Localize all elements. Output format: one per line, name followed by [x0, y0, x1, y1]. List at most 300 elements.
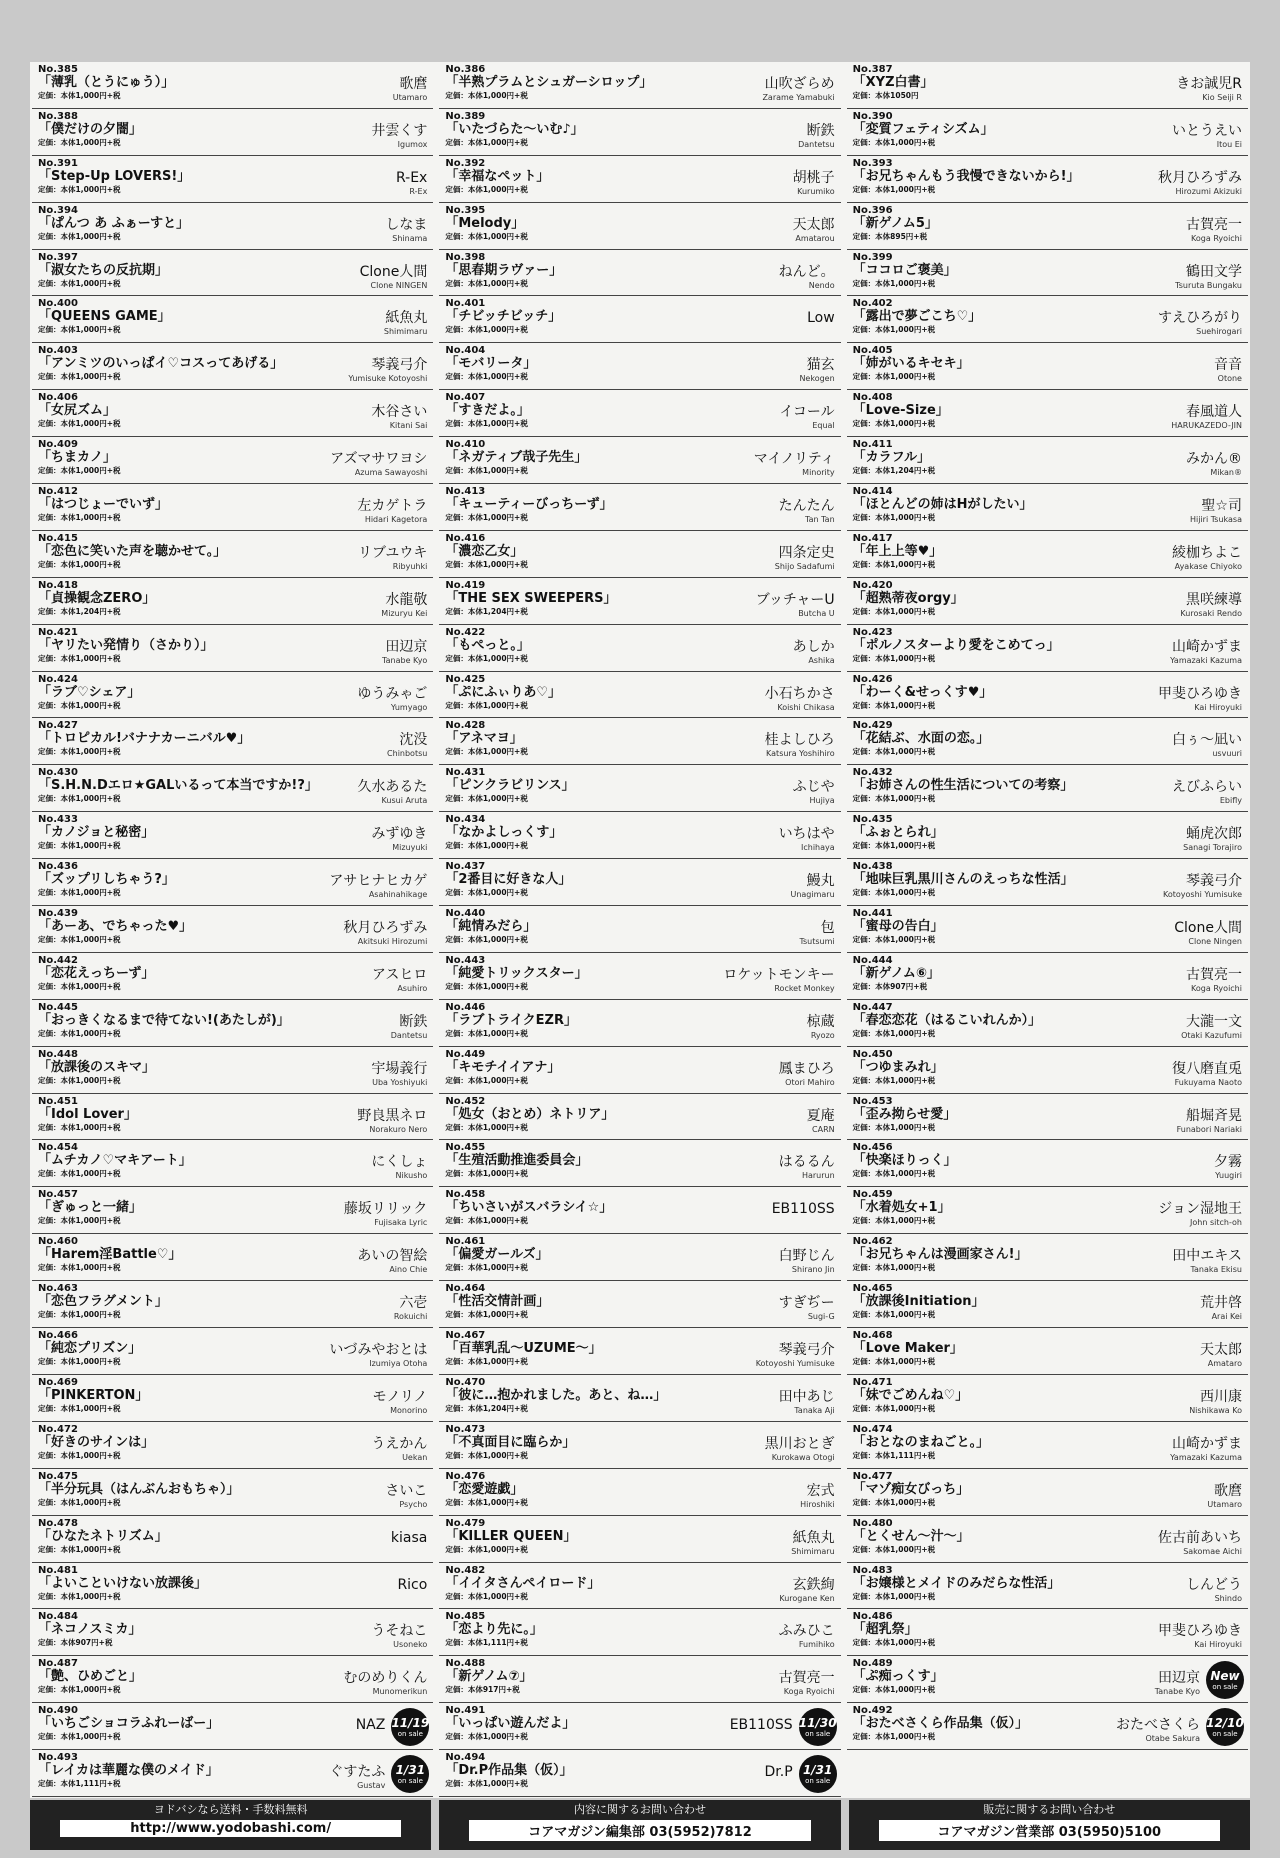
- book-price: 定価：本体1,000円+税: [445, 981, 528, 991]
- book-number: No.429: [852, 720, 893, 732]
- book-number: No.449: [445, 1048, 486, 1060]
- author-name: ロケットモンキー: [723, 966, 835, 983]
- release-date: 11/30: [798, 1715, 837, 1730]
- on-sale-label: on sale: [805, 1729, 831, 1738]
- author-romaji: Tanabe Kyo: [1154, 1687, 1200, 1697]
- book-number: No.485: [445, 1611, 486, 1623]
- book-entry: [32, 953, 433, 1000]
- book-number: No.482: [445, 1564, 486, 1576]
- author-name: 鶴田文学: [1185, 263, 1242, 280]
- book-title: 「レイカは華麗な僕のメイド」: [38, 1763, 219, 1779]
- author-romaji: Yuugiri: [1215, 1171, 1242, 1181]
- book-title: 「チビッチビッチ」: [445, 309, 562, 325]
- book-title: 「Step-Up LOVERS!」: [38, 168, 191, 184]
- book-price: 定価：本体1,000円+税: [38, 935, 121, 945]
- author-romaji: Mizuyuki: [392, 843, 428, 853]
- book-entry: [439, 1563, 840, 1610]
- author-romaji: Itou Ei: [1216, 139, 1242, 149]
- book-number: No.478: [38, 1517, 78, 1529]
- book-title: 「濃恋乙女」: [445, 543, 524, 559]
- book-title: 「ネガティブ哉子先生」: [445, 450, 588, 466]
- author-name: しんどう: [1185, 1576, 1242, 1593]
- book-title: 「KILLER QUEEN」: [445, 1528, 577, 1544]
- release-date: 1/31: [802, 1762, 833, 1777]
- book-price: 定価：本体1,000円+税: [38, 278, 121, 288]
- author-romaji: Utamaro: [1207, 1499, 1242, 1509]
- author-romaji: Shinama: [392, 233, 428, 243]
- book-title: 「なかよしっくす」: [445, 825, 563, 841]
- book-entry: [32, 906, 433, 953]
- book-entry: [32, 1281, 433, 1328]
- author-romaji: Hiroshiki: [800, 1499, 835, 1509]
- author-romaji: Norakuro Nero: [369, 1124, 428, 1134]
- book-price: 定価：本体1,000円+税: [852, 794, 936, 804]
- book-title: 「ズップリしちゃう?」: [38, 872, 175, 888]
- author-romaji: Ebifly: [1219, 796, 1242, 806]
- book-entry: [439, 1234, 840, 1281]
- author-name: 水龍敬: [385, 591, 428, 608]
- book-title: 「もぺっと。」: [445, 637, 530, 653]
- author-name: ふじや: [792, 779, 835, 796]
- author-romaji: Tan Tan: [805, 515, 835, 525]
- author-romaji: Chinbotsu: [387, 749, 428, 759]
- book-entry: [847, 343, 1248, 390]
- author-romaji: Kurumiko: [797, 186, 835, 196]
- author-romaji: Otaki Kazufumi: [1181, 1030, 1242, 1040]
- book-entry: [32, 1516, 433, 1563]
- on-sale-label: on sale: [397, 1729, 423, 1738]
- book-title: 「百華乳乱～UZUME～」: [445, 1341, 602, 1357]
- author-romaji: Koga Ryoichi: [1191, 233, 1242, 243]
- book-number: No.393: [852, 157, 893, 169]
- author-romaji: Shijo Sadafumi: [774, 561, 835, 571]
- book-entry: [32, 1422, 433, 1469]
- book-number: No.430: [38, 767, 78, 779]
- book-price: 定価：本体1,000円+税: [445, 1075, 528, 1085]
- book-price: 定価：本体1,000円+税: [852, 1169, 936, 1179]
- book-price: 定価：本体1,000円+税: [445, 137, 528, 147]
- book-entry: [847, 1516, 1248, 1563]
- book-price: 定価：本体1,000円+税: [852, 1122, 936, 1132]
- book-entry: [847, 390, 1248, 437]
- book-price: 定価：本体1,111円+税: [445, 1638, 528, 1648]
- author-name: ねんど。: [778, 263, 835, 280]
- book-number: No.445: [38, 1001, 78, 1013]
- author-name: たんたん: [778, 498, 835, 515]
- book-number: No.419: [445, 579, 486, 591]
- author-name: すぎぢー: [778, 1295, 835, 1312]
- book-price: 定価：本体1,000円+税: [445, 700, 528, 710]
- author-romaji: Yamazaki Kazuma: [1170, 1452, 1242, 1462]
- book-price: 定価：本体1,000円+税: [38, 1216, 121, 1226]
- book-number: No.483: [852, 1564, 893, 1576]
- book-price: 定価：本体1,000円+税: [852, 184, 936, 194]
- book-price: 定価：本体1,000円+税: [38, 137, 121, 147]
- book-number: No.412: [38, 486, 78, 498]
- book-entry: [847, 1656, 1248, 1703]
- author-romaji: Rokuichi: [393, 1312, 428, 1322]
- book-entry: [32, 672, 433, 719]
- book-entry: [847, 953, 1248, 1000]
- book-number: No.410: [445, 439, 486, 451]
- author-name: 琴義弓介: [371, 357, 428, 374]
- author-name: ジョン湿地王: [1158, 1201, 1242, 1218]
- book-price: 定価：本体1,000円+税: [445, 1216, 528, 1226]
- book-number: No.387: [852, 64, 893, 75]
- book-entry: [439, 1094, 840, 1141]
- author-name: Clone人間: [359, 263, 428, 280]
- book-number: No.463: [38, 1283, 78, 1295]
- book-number: No.440: [445, 908, 486, 920]
- book-title: 「恋花えっちーず」: [38, 965, 155, 981]
- book-title: 「恋色に笑いた声を聴かせて。」: [38, 543, 227, 559]
- author-name: モノリノ: [372, 1388, 428, 1405]
- author-name: 宏式: [806, 1482, 835, 1499]
- book-price: 定価：本体1,000円+税: [852, 888, 936, 898]
- book-price: 定価：本体1,000円+税: [852, 1075, 936, 1085]
- book-entry: [847, 296, 1248, 343]
- book-number: No.459: [852, 1189, 893, 1201]
- book-entry: [847, 1281, 1248, 1328]
- book-price: 定価：本体1,000円+税: [852, 700, 936, 710]
- author-name: さいこ: [385, 1482, 428, 1499]
- author-romaji: Shindo: [1214, 1593, 1242, 1603]
- book-entry: [847, 1563, 1248, 1610]
- book-entry: [32, 1469, 433, 1516]
- author-name: えびふらい: [1171, 779, 1242, 796]
- book-title: 「お嬢様とメイドのみだらな性活」: [852, 1575, 1061, 1591]
- book-number: No.437: [445, 861, 486, 873]
- book-price: 定価：本体917円+税: [445, 1685, 520, 1695]
- author-romaji: Kurosaki Rendo: [1180, 608, 1242, 618]
- book-entry: [439, 390, 840, 437]
- book-entry: [32, 812, 433, 859]
- book-entry: [847, 1422, 1248, 1469]
- book-price: 定価：本体1,000円+税: [445, 1122, 528, 1132]
- book-price: 定価：本体1,000円+税: [38, 1403, 121, 1413]
- book-price: 定価：本体1,000円+税: [445, 1732, 528, 1742]
- author-name: あしか: [792, 638, 835, 655]
- author-name: いちはや: [778, 826, 835, 843]
- author-name: すえひろがり: [1157, 310, 1242, 327]
- book-price: 定価：本体1,000円+税: [38, 1169, 121, 1179]
- book-number: No.480: [852, 1517, 893, 1529]
- book-entry: [32, 437, 433, 484]
- author-romaji: Kai Hiroyuki: [1194, 702, 1242, 712]
- book-title: 「ぷ痴っくす」: [852, 1669, 944, 1685]
- author-romaji: Fujisaka Lyric: [374, 1218, 428, 1228]
- book-title: 「ちまカノ」: [38, 450, 117, 466]
- author-name: みかん®: [1185, 451, 1242, 468]
- book-entry: [32, 1563, 433, 1610]
- author-romaji: Koga Ryoichi: [1191, 983, 1242, 993]
- author-name: 秋月ひろずみ: [343, 920, 428, 937]
- book-title: 「Idol Lover」: [38, 1106, 137, 1122]
- book-title: 「Dr.P作品集（仮）」: [445, 1763, 573, 1779]
- book-title: 「キモチイイアナ」: [445, 1059, 561, 1075]
- book-price: 定価：本体1,000円+税: [852, 1028, 936, 1038]
- book-number: No.434: [445, 814, 486, 826]
- author-name: 田中あじ: [778, 1388, 835, 1405]
- book-entry: [439, 906, 840, 953]
- book-title: 「とくせん～汁～」: [852, 1528, 970, 1544]
- book-number: No.484: [38, 1611, 78, 1623]
- book-price: 定価：本体1,000円+税: [852, 325, 936, 335]
- book-title: 「ひなたネトリズム」: [38, 1528, 168, 1544]
- book-number: No.403: [38, 345, 78, 357]
- author-name: 天太郎: [1199, 1342, 1242, 1359]
- book-number: No.469: [38, 1376, 78, 1388]
- author-romaji: Suehirogari: [1196, 327, 1242, 337]
- author-romaji: Dantetsu: [390, 1030, 428, 1040]
- book-price: 定価：本体1,000円+税: [38, 372, 121, 382]
- book-entry: [439, 1375, 840, 1422]
- book-price: 定価：本体1,000円+税: [852, 606, 936, 616]
- book-entry: [847, 203, 1248, 250]
- book-title: 「ぎゅっと一緒」: [38, 1200, 143, 1216]
- book-price: 定価：本体1,000円+税: [38, 1310, 121, 1320]
- book-number: No.401: [445, 298, 486, 310]
- on-sale-label: on sale: [1212, 1729, 1238, 1738]
- author-name: 古賀亮一: [1185, 966, 1242, 983]
- book-number: No.415: [38, 532, 78, 544]
- book-number: No.487: [38, 1658, 78, 1670]
- book-entry: [847, 531, 1248, 578]
- author-romaji: Yumyago: [390, 702, 428, 712]
- book-number: No.454: [38, 1142, 78, 1154]
- author-romaji: John sitch-oh: [1190, 1218, 1242, 1228]
- book-price: 定価：本体1,000円+税: [38, 513, 121, 523]
- book-entry: [847, 1703, 1248, 1750]
- book-number: No.458: [445, 1189, 486, 1201]
- book-entry: [32, 578, 433, 625]
- book-number: No.396: [852, 204, 893, 216]
- author-name: 甲斐ひろゆき: [1157, 1623, 1242, 1640]
- book-number: No.432: [852, 767, 893, 779]
- book-entry: [439, 765, 840, 812]
- book-number: No.472: [38, 1423, 78, 1435]
- author-romaji: Shimimaru: [791, 1546, 835, 1556]
- author-name: 琴義弓介: [778, 1342, 835, 1359]
- author-name: 聖☆司: [1201, 498, 1242, 515]
- author-romaji: Butcha U: [798, 608, 835, 618]
- author-name: 断鉄: [399, 1013, 428, 1030]
- book-number: No.420: [852, 579, 893, 591]
- author-romaji: Katsura Yoshihiro: [766, 749, 835, 759]
- book-title: 「彼に…抱かれました。あと、ね…」: [445, 1387, 667, 1403]
- book-price: 定価：本体1,000円+税: [445, 513, 528, 523]
- book-title: 「よいこといけない放課後」: [38, 1575, 208, 1591]
- book-price: 定価：本体1,000円+税: [38, 653, 121, 663]
- book-entry: [439, 1281, 840, 1328]
- book-entry: [32, 62, 433, 109]
- book-title: 「生殖活動推進委員会」: [445, 1153, 589, 1169]
- book-price: 定価：本体1,000円+税: [852, 559, 936, 569]
- book-title: 「放課後のスキマ」: [38, 1059, 156, 1075]
- book-price: 定価：本体1,111円+税: [852, 1450, 936, 1460]
- book-title: 「思春期ラヴァー」: [445, 262, 563, 278]
- author-romaji: Otabe Sakura: [1145, 1734, 1200, 1744]
- book-title: 「性活交情計画」: [445, 1294, 550, 1310]
- book-price: 定価：本体1,000円+税: [38, 700, 121, 710]
- footer: [30, 1800, 1250, 1850]
- book-number: No.399: [852, 251, 893, 263]
- book-title: 「薄乳（とうにゅう）」: [38, 75, 175, 90]
- book-price: 定価：本体1,000円+税: [852, 1544, 936, 1554]
- author-name: 山吹ざらめ: [764, 76, 835, 92]
- book-price: 定価：本体1,204円+税: [445, 606, 528, 616]
- book-title: 「トロピカル!バナナカーニバル♥」: [38, 731, 251, 747]
- book-price: 定価：本体1,000円+税: [852, 1403, 936, 1413]
- book-price: 定価：本体1050円: [852, 91, 919, 100]
- book-title: 「はつじょーでいず」: [38, 497, 169, 513]
- book-price: 定価：本体1,204円+税: [445, 1403, 528, 1413]
- book-title: 「XYZ白書」: [852, 75, 934, 90]
- book-number: No.425: [445, 673, 486, 685]
- book-entry: [32, 1187, 433, 1234]
- author-name: Low: [807, 310, 835, 327]
- book-entry: [439, 578, 840, 625]
- author-romaji: Clone NINGEN: [370, 280, 428, 290]
- book-entry: [439, 625, 840, 672]
- book-title: 「淑女たちの反抗期」: [38, 262, 169, 278]
- book-number: No.438: [852, 861, 893, 873]
- author-name: 古賀亮一: [778, 1670, 835, 1687]
- book-entry: [439, 1187, 840, 1234]
- book-number: No.414: [852, 486, 893, 498]
- book-number: No.470: [445, 1376, 486, 1388]
- book-title: 「イイタさんペイロード」: [445, 1575, 601, 1591]
- author-name: いづみやおとは: [329, 1342, 428, 1359]
- book-list: [30, 62, 1250, 1798]
- author-romaji: Shimimaru: [383, 327, 428, 337]
- book-number: No.442: [38, 954, 78, 966]
- author-name: 左カゲトラ: [357, 498, 428, 515]
- book-title: 「つゆまみれ」: [852, 1059, 944, 1075]
- book-entry: [847, 718, 1248, 765]
- book-price: 定価：本体1,000円+税: [38, 184, 121, 194]
- author-romaji: Tsuruta Bungaku: [1175, 280, 1242, 290]
- book-entry: [847, 109, 1248, 156]
- author-name: うそねこ: [371, 1623, 428, 1640]
- book-entry: [439, 1750, 840, 1797]
- book-price: 定価：本体1,000円+税: [445, 419, 528, 429]
- book-price: 定価：本体1,000円+税: [38, 888, 121, 898]
- book-title: 「カラフル」: [852, 450, 931, 466]
- on-sale-label: on sale: [397, 1776, 423, 1785]
- book-entry: [32, 484, 433, 531]
- book-number: No.468: [852, 1330, 893, 1342]
- book-column-3: [847, 62, 1248, 1798]
- book-number: No.386: [445, 64, 486, 75]
- book-price: 定価：本体1,000円+税: [445, 91, 528, 100]
- book-number: No.443: [445, 954, 486, 966]
- book-title: 「ココロご褒美」: [852, 262, 957, 278]
- book-price: 定価：本体1,000円+税: [38, 794, 121, 804]
- author-name: 復八磨直兎: [1171, 1060, 1242, 1077]
- book-title: 「僕だけの夕闇」: [38, 121, 143, 137]
- book-entry: [847, 906, 1248, 953]
- author-name: 沈没: [399, 732, 428, 749]
- book-number: No.400: [38, 298, 78, 310]
- book-number: No.427: [38, 720, 78, 732]
- book-price: 定価：本体1,000円+税: [445, 841, 528, 851]
- book-entry: [847, 1328, 1248, 1375]
- book-number: No.448: [38, 1048, 78, 1060]
- book-price: 定価：本体1,000円+税: [445, 372, 528, 382]
- author-name: 田辺京: [385, 638, 428, 655]
- author-romaji: Tanaka Ekisu: [1190, 1265, 1242, 1275]
- book-number: No.476: [445, 1470, 486, 1482]
- book-price: 定価：本体1,000円+税: [445, 747, 528, 757]
- author-romaji: Koishi Chikasa: [777, 702, 835, 712]
- author-name: EB110SS: [771, 1201, 835, 1218]
- author-name: 胡桃子: [792, 169, 835, 186]
- book-title: 「恋色フラグメント」: [38, 1294, 168, 1310]
- author-romaji: Nendo: [808, 280, 835, 290]
- author-name: 天太郎: [792, 216, 835, 233]
- book-number: No.428: [445, 720, 486, 732]
- author-name: むのめりくん: [343, 1670, 428, 1687]
- author-romaji: Uekan: [402, 1452, 428, 1462]
- author-romaji: Ayakase Chiyoko: [1174, 561, 1242, 571]
- book-entry: [32, 1094, 433, 1141]
- book-title: 「春恋恋花（はるこいれんか）」: [852, 1012, 1042, 1028]
- book-title: 「歪み拗らせ愛」: [852, 1106, 957, 1122]
- author-romaji: Uba Yoshiyuki: [372, 1077, 428, 1087]
- author-romaji: Ichihaya: [800, 843, 835, 853]
- book-price: 定価：本体1,000円+税: [38, 981, 121, 991]
- book-entry: [439, 1000, 840, 1047]
- sales-phone: コアマガジン営業部 03(5950)5100: [879, 1820, 1220, 1841]
- author-romaji: Ribyuhki: [392, 561, 428, 571]
- author-romaji: Otone: [1217, 374, 1242, 384]
- footer-content-inquiry: [439, 1800, 840, 1850]
- book-title: 「ピンクラビリンス」: [445, 778, 575, 794]
- author-name: EB110SS: [729, 1717, 793, 1734]
- author-name: 夏庵: [806, 1107, 835, 1124]
- book-number: No.447: [852, 1001, 893, 1013]
- book-entry: [439, 1609, 840, 1656]
- book-entry: [847, 1047, 1248, 1094]
- author-romaji: Monorino: [390, 1405, 428, 1415]
- book-title: 「ほとんどの姉はHがしたい」: [852, 497, 1033, 513]
- book-number: No.493: [38, 1752, 78, 1764]
- author-romaji: Aino Chie: [389, 1265, 428, 1275]
- book-number: No.423: [852, 626, 893, 638]
- book-entry: [32, 109, 433, 156]
- book-title: 「純情みだら」: [445, 919, 537, 935]
- book-number: No.394: [38, 204, 78, 216]
- book-price: 定価：本体1,000円+税: [852, 1638, 936, 1648]
- book-entry: [439, 1469, 840, 1516]
- book-price: 定価：本体1,000円+税: [38, 91, 121, 100]
- author-name: NAZ: [355, 1717, 386, 1734]
- author-romaji: Tanaka Aji: [794, 1405, 835, 1415]
- author-romaji: Izumiya Otoha: [369, 1359, 428, 1369]
- book-title: 「花結ぶ、水面の恋。」: [852, 731, 990, 747]
- author-romaji: Kurokawa Otogi: [771, 1452, 835, 1462]
- book-price: 定価：本体1,000円+税: [38, 231, 121, 241]
- author-name: 綾枷ちよこ: [1171, 544, 1242, 561]
- book-title: 「いたづらた～いむ♪」: [445, 121, 584, 137]
- shop-url-link[interactable]: http://www.yodobashi.com/: [60, 1820, 401, 1837]
- book-title: 「恋より先に。」: [445, 1622, 543, 1638]
- book-number: No.462: [852, 1236, 893, 1248]
- book-entry: [32, 625, 433, 672]
- author-romaji: usvuuri: [1212, 749, 1242, 759]
- author-romaji: Kitani Sai: [389, 421, 428, 431]
